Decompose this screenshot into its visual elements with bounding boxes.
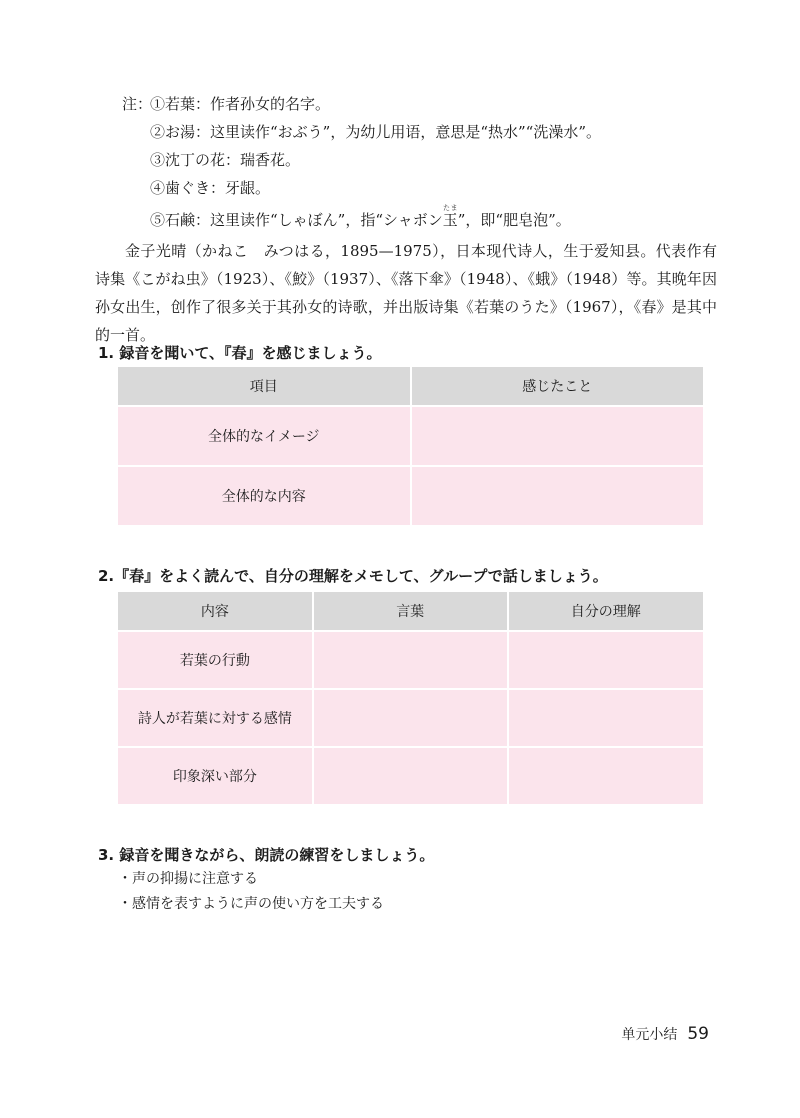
- task-2-row-label: 詩人が若葉に対する感情: [118, 689, 313, 747]
- list-item: [118, 868, 384, 893]
- note-5-ruby-text: たま: [442, 204, 458, 212]
- notes-label: 注：: [122, 95, 153, 113]
- note-5-text: [150, 204, 571, 232]
- bullet-icon: ・: [118, 871, 132, 887]
- note-5-ruby: [442, 204, 458, 229]
- task-2-row-label: 印象深い部分: [118, 747, 313, 804]
- task-2-row-label: 若葉の行動: [118, 631, 313, 689]
- page-number: 59: [687, 1024, 709, 1044]
- notes-block: [122, 92, 742, 232]
- task-2-header-words: 言葉: [313, 592, 508, 631]
- author-bio: 金子光晴（かねこ みつはる，1895—1975），日本现代诗人，生于爱知县。代表作有诗集《こがね虫》（1923）、《鮫》（1937）、《落下傘》（1948）、《蛾》（1948）等。其晚年因孙女出生，创作了很多关于其孙女的诗歌，并出版诗集《若葉のうた》（1967），《春》是其中的一首。: [95, 242, 717, 344]
- task-1-row-label: 全体的な内容: [118, 466, 411, 525]
- note-2-text: ②お湯：这里读作“おぶう”，为幼儿用语，意思是“热水”“洗澡水”。: [150, 123, 602, 141]
- task-2-understanding-cell[interactable]: [508, 747, 703, 804]
- table-row: [118, 406, 703, 466]
- task-1-row-label: 全体的なイメージ: [118, 406, 411, 466]
- note-3-text: ③沈丁の花：瑞香花。: [150, 151, 301, 169]
- note-5-post: ”，即“肥皂泡”。: [457, 211, 571, 229]
- table-row: [118, 747, 703, 804]
- note-5-ruby-base: 玉: [442, 211, 458, 229]
- task-2-header-content: 内容: [118, 592, 313, 631]
- task-1-header-row: [118, 367, 703, 406]
- task-3-heading: 3. 録音を聞きながら、朗読の練習をしましょう。: [98, 846, 435, 864]
- task-2-header-row: [118, 592, 703, 631]
- task-2-table: [118, 592, 703, 804]
- page-footer: [621, 1024, 709, 1044]
- note-4-text: ④歯ぐき：牙龈。: [150, 179, 271, 197]
- task-2-header-understanding: 自分の理解: [508, 592, 703, 631]
- note-5: [122, 204, 742, 232]
- note-4: [122, 176, 742, 204]
- task-1-heading: 1. 録音を聞いて、『春』を感じましょう。: [98, 344, 382, 362]
- task-1-answer-cell[interactable]: [411, 466, 704, 525]
- list-item: [118, 893, 384, 918]
- bullet-text: 声の抑揚に注意する: [132, 871, 258, 887]
- task-2-heading: 2.『春』をよく読んで、自分の理解をメモして、グループで話しましょう。: [98, 567, 608, 585]
- bullet-text: 感情を表すように声の使い方を工夫する: [132, 896, 384, 912]
- task-1-header-feeling: 感じたこと: [411, 367, 704, 406]
- task-2-words-cell[interactable]: [313, 631, 508, 689]
- task-2-words-cell[interactable]: [313, 689, 508, 747]
- task-1-table: [118, 367, 703, 525]
- task-1-answer-cell[interactable]: [411, 406, 704, 466]
- note-5-pre: ⑤石鹸：这里读作“しゃぼん”，指“シャボン: [150, 211, 443, 229]
- footer-section-title: 单元小结: [621, 1027, 678, 1043]
- note-1-text: ①若葉：作者孙女的名字。: [150, 95, 331, 113]
- task-1-header-item: 項目: [118, 367, 411, 406]
- task-2-understanding-cell[interactable]: [508, 689, 703, 747]
- table-row: [118, 689, 703, 747]
- note-3: [122, 148, 742, 176]
- note-2: [122, 120, 742, 148]
- table-row: [118, 631, 703, 689]
- task-3-bullet-list: [118, 868, 384, 918]
- bullet-icon: ・: [118, 896, 132, 912]
- task-2-understanding-cell[interactable]: [508, 631, 703, 689]
- note-1: [122, 92, 742, 120]
- task-2-words-cell[interactable]: [313, 747, 508, 804]
- table-row: [118, 466, 703, 525]
